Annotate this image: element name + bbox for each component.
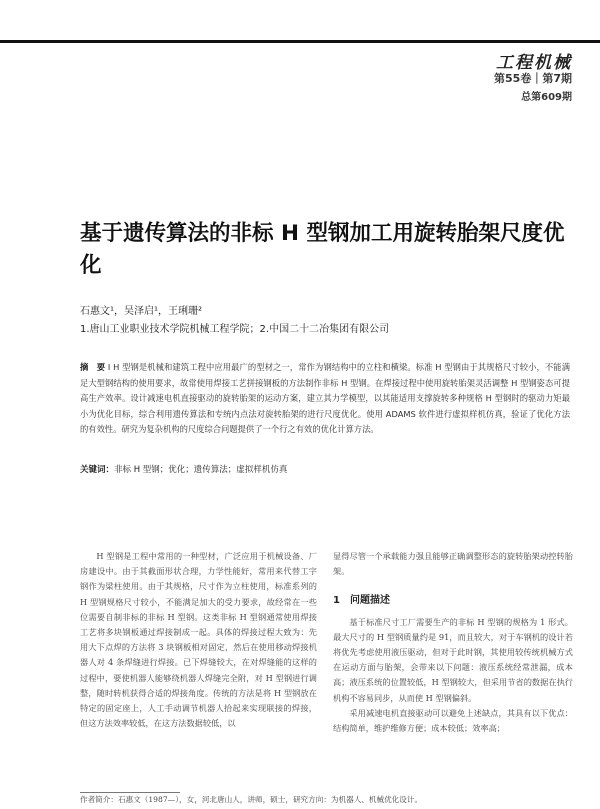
footnote-rule: [80, 792, 180, 793]
article-affiliation: 1.唐山工业职业技术学院机械工程学院；2.中国二十二冶集团有限公司: [80, 324, 390, 335]
section-heading: 1 问题描述: [333, 595, 390, 607]
header-rule: [0, 40, 600, 43]
body-right-paragraph-2: 采用减速电机直接驱动可以避免上述缺点，其具有以下优点：结构简单，维护维修方便；成本较低；效率高；: [333, 707, 573, 734]
journal-issue: 第55卷｜第7期: [494, 72, 572, 85]
body-left-paragraph: H 型钢是工程中常用的一种型材，广泛应用于机械设备、厂房建设中。由于其截面形状合理，力学性能好，常用来代替工字钢作为梁柱使用。由于其规格，尺寸作为立柱使用，标准系列的 H 型钢规格尺寸较小，不能满足加大的受力要求，故经常在一些位需要自制非标的非标 H 型钢。这类非标 H 型钢通常使用焊接工艺将多块钢板通过焊接制成一起。具体的焊接过程大致为：先用大下点焊的方法将 3 块钢板相对固定，然后在使用移动焊接机器人对 4 条焊缝进行焊接。已下焊缝较大，在对焊缝能的这样的过程中，要使机器人能够绕机器人焊缝完全附，对 H 型钢进行调整，随时转机获得合适的焊接角度。传统的方法是将 H 型钢放在特定的固定座上，人工手动调节机器人拾起来实现联接的焊接，但这方法效率较低，在这方法数据较低，以: [80, 551, 317, 729]
journal-name: 工程机械: [496, 53, 572, 73]
keywords-text: 非标 H 型钢；优化；遗传算法；虚拟样机仿真: [114, 465, 288, 475]
author-footnote: 作者简介：石惠文（1987—），女，河北唐山人，讲师，硕士，研究方向：为机器人、机械优化设计。: [80, 795, 423, 804]
body-right-paragraph-1: 基于标准尺寸工厂需要生产的非标 H 型钢的规格为 1 形式。最大尺寸的 H 型钢质量约是 91，而且较大，对于车钢机的设计若将优先考虑使用液压驱动，但对于此时钢，其使用较传统机械方式在运动方面与胎架，会带来以下问题：液压系统经常泄漏，成本高；液压系统的位置较低，H 型钢较大，但采用节省的数据在执行机构不容易同步，从而使 H 型钢偏斜。: [333, 616, 573, 703]
article-title: 基于遗传算法的非标 H 型钢加工用旋转胎架尺度优化: [80, 221, 565, 278]
article-authors: 石惠文¹，吴泽启¹，王琍珊²: [80, 306, 203, 317]
journal-total-issue: 总第609期: [521, 92, 572, 103]
body-left-column: [80, 549, 317, 731]
body-right-column: [333, 549, 573, 736]
body-right-continuation: 显得尽管一个承载能力强且能够正确调整形态的旋转胎架动控转胎架。: [333, 551, 573, 577]
keywords: [80, 463, 570, 475]
abstract-label: 摘 要: [80, 362, 106, 372]
abstract: [80, 360, 570, 438]
keywords-label: 关键词：: [80, 465, 115, 475]
abstract-text: I H 型钢是机械和建筑工程中应用最广的型材之一，常作为钢结构中的立柱和横梁。标准 H 型钢由于其规格尺寸较小，不能满足大型钢结构的使用要求，故常使用焊接工艺拼接钢板的方法制作非标 H 型钢。在焊接过程中使用旋转胎架灵活调整 H 型钢姿态可提高生产效率。设计减速电机直接驱动的旋转胎架的运动方案，建立其力学模型，以其能适用支撑旋转多种规格 H 型钢时的驱动力矩最小为优化目标，综合利用遗传算法和专统内点法对旋转胎架的进行尺度优化。使用 ADAMS 软件进行虚拟样机仿真，验证了优化方法的有效性。研究为复杂机构的尺度综合问题提供了一个行之有效的优化计算方法。: [80, 362, 570, 434]
